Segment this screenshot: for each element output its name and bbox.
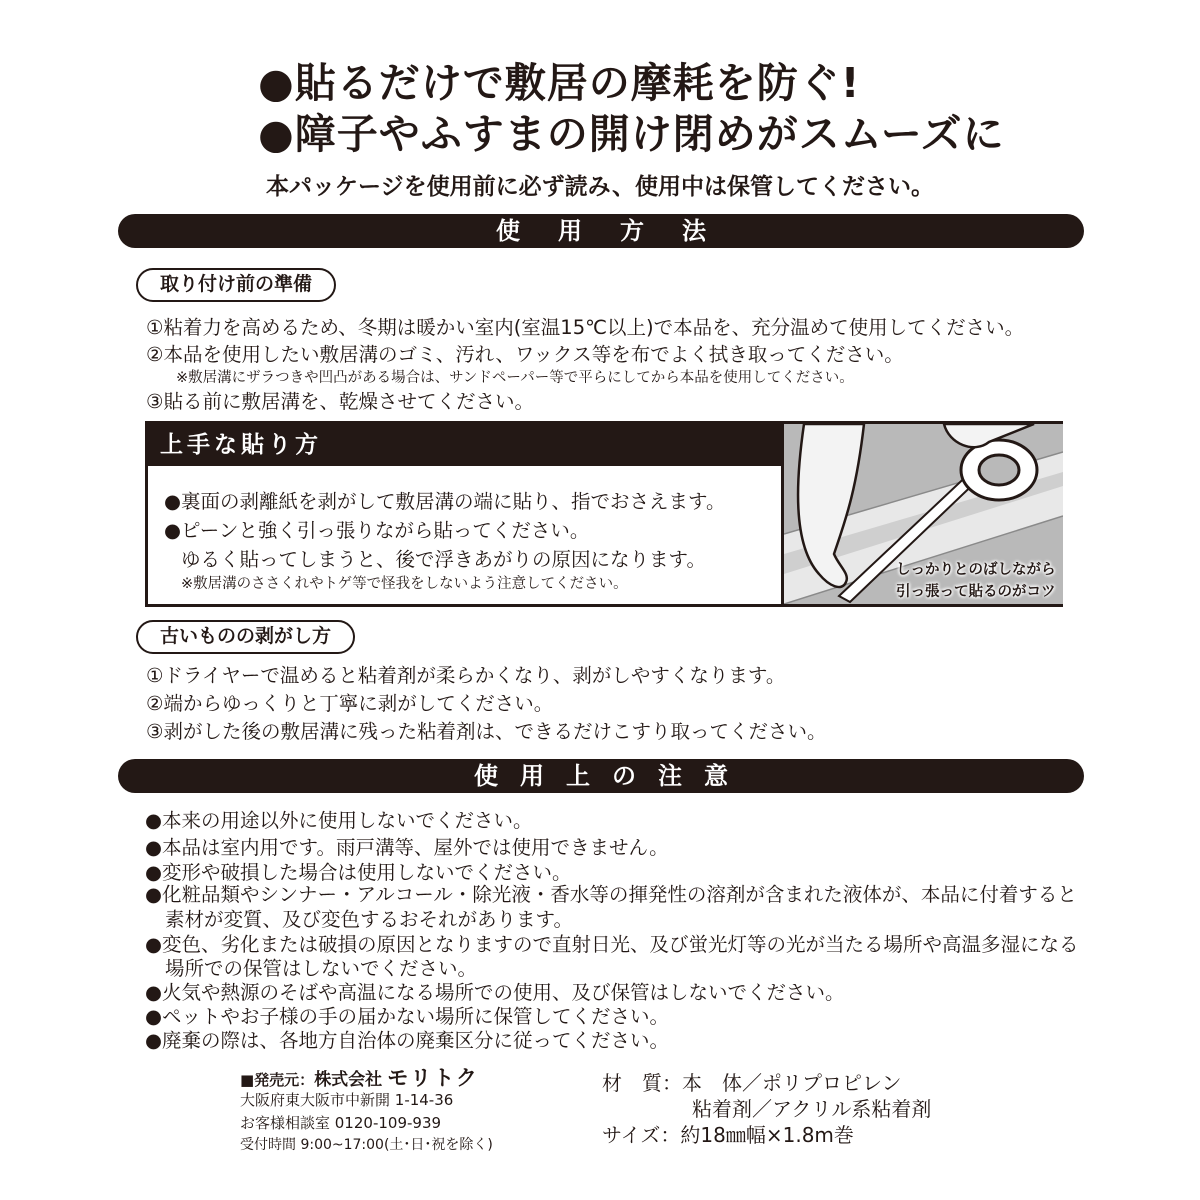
seller-prefix: ■発売元： [240, 1071, 315, 1089]
caution-line-5b: 場所での保管はしないでください。 [165, 957, 478, 980]
apply-line-3: ゆるく貼ってしまうと、後で浮きあがりの原因になります。 [181, 548, 706, 571]
tape-application-illustration [781, 424, 1063, 604]
apply-line-2: ●ピーンと強く引っ張りながら貼ってください。 [164, 519, 590, 542]
size-value: 約18㎜幅×1.8m巻 [680, 1123, 854, 1147]
reception-hours: 受付時間 9:00~17:00(土･日･祝を除く) [240, 1137, 493, 1153]
company-name: モリトク [387, 1066, 479, 1090]
apply-heading: 上手な貼り方 [148, 424, 781, 466]
apply-note: ※敷居溝のささくれやトゲ等で怪我をしないよう注意してください。 [181, 576, 628, 592]
apply-line-1: ●裏面の剥離紙を剥がして敷居溝の端に貼り、指でおさえます。 [164, 490, 726, 513]
material-adhesive: 粘着剤／アクリル系粘着剤 [692, 1097, 932, 1121]
apply-box [145, 421, 1063, 607]
customer-phone: お客様相談室 0120-109-939 [240, 1114, 442, 1132]
caution-line-3: ●変形や破損した場合は使用しないでください。 [145, 861, 572, 884]
material-body-value: 本 体／ポリプロピレン [682, 1071, 902, 1095]
cautions-section-bar: 使用上の注意 [118, 759, 1084, 793]
remove-line-2: ②端からゆっくりと丁寧に剥がしてください。 [146, 692, 554, 715]
remove-label: 古いものの剥がし方 [136, 620, 355, 654]
caution-line-8: ●廃棄の際は、各地方自治体の廃棄区分に従ってください。 [145, 1029, 670, 1052]
seller-info [240, 1062, 479, 1092]
prep-line-2: ②本品を使用したい敷居溝のゴミ、汚れ、ワックス等を布でよく拭き取ってください。 [146, 343, 904, 366]
prep-label: 取り付け前の準備 [136, 268, 336, 302]
caution-line-5: ●変色、劣化または破損の原因となりますので直射日光、及び蛍光灯等の光が当たる場所や高温多湿になる [145, 933, 1079, 956]
remove-line-3: ③剥がした後の敷居溝に残った粘着剤は、できるだけこすり取ってください。 [146, 720, 827, 743]
caution-line-6: ●火気や熱源のそばや高温になる場所での使用、及び保管はしないでください。 [145, 981, 845, 1004]
size-spec [602, 1119, 854, 1148]
read-notice: 本パッケージを使用前に必ず読み、使用中は保管してください。 [266, 174, 934, 200]
company-address: 大阪府東大阪市中新開 1-14-36 [240, 1091, 454, 1109]
caution-line-4: ●化粧品類やシンナー・アルコール・除光液・香水等の揮発性の溶剤が含まれた液体が、本品に付着すると [145, 883, 1077, 906]
caution-line-7: ●ペットやお子様の手の届かない場所に保管してください。 [145, 1005, 670, 1028]
caution-line-1: ●本来の用途以外に使用しないでください。 [145, 809, 533, 832]
headline-1: ●貼るだけで敷居の摩耗を防ぐ! [258, 59, 861, 107]
size-label: サイズ： [602, 1123, 681, 1147]
caution-line-2: ●本品は室内用です。雨戸溝等、屋外では使用できません。 [145, 836, 669, 859]
usage-section-bar: 使用方法 [118, 214, 1084, 248]
remove-line-1: ①ドライヤーで温めると粘着剤が柔らかくなり、剥がしやすくなります。 [146, 664, 786, 687]
illustration-caption-1: しっかりとのばしながら [896, 562, 1056, 578]
illustration-caption-2: 引っ張って貼るのがコツ [896, 584, 1056, 600]
company-type: 株式会社 [314, 1070, 383, 1090]
caution-line-4b: 素材が変質、及び変色するおそれがあります。 [165, 908, 573, 931]
material-body [602, 1067, 902, 1096]
prep-note: ※敷居溝にザラつきや凹凸がある場合は、サンドペーパー等で平らにしてから本品を使用してください。 [176, 370, 854, 386]
prep-line-3: ③貼る前に敷居溝を、乾燥させてください。 [146, 390, 534, 413]
material-label: 材 質： [602, 1071, 682, 1095]
headline-2: ●障子やふすまの開け閉めがスムーズに [258, 110, 1005, 158]
prep-line-1: ①粘着力を高めるため、冬期は暖かい室内(室温15℃以上)で本品を、充分温めて使用してください。 [146, 316, 1025, 339]
